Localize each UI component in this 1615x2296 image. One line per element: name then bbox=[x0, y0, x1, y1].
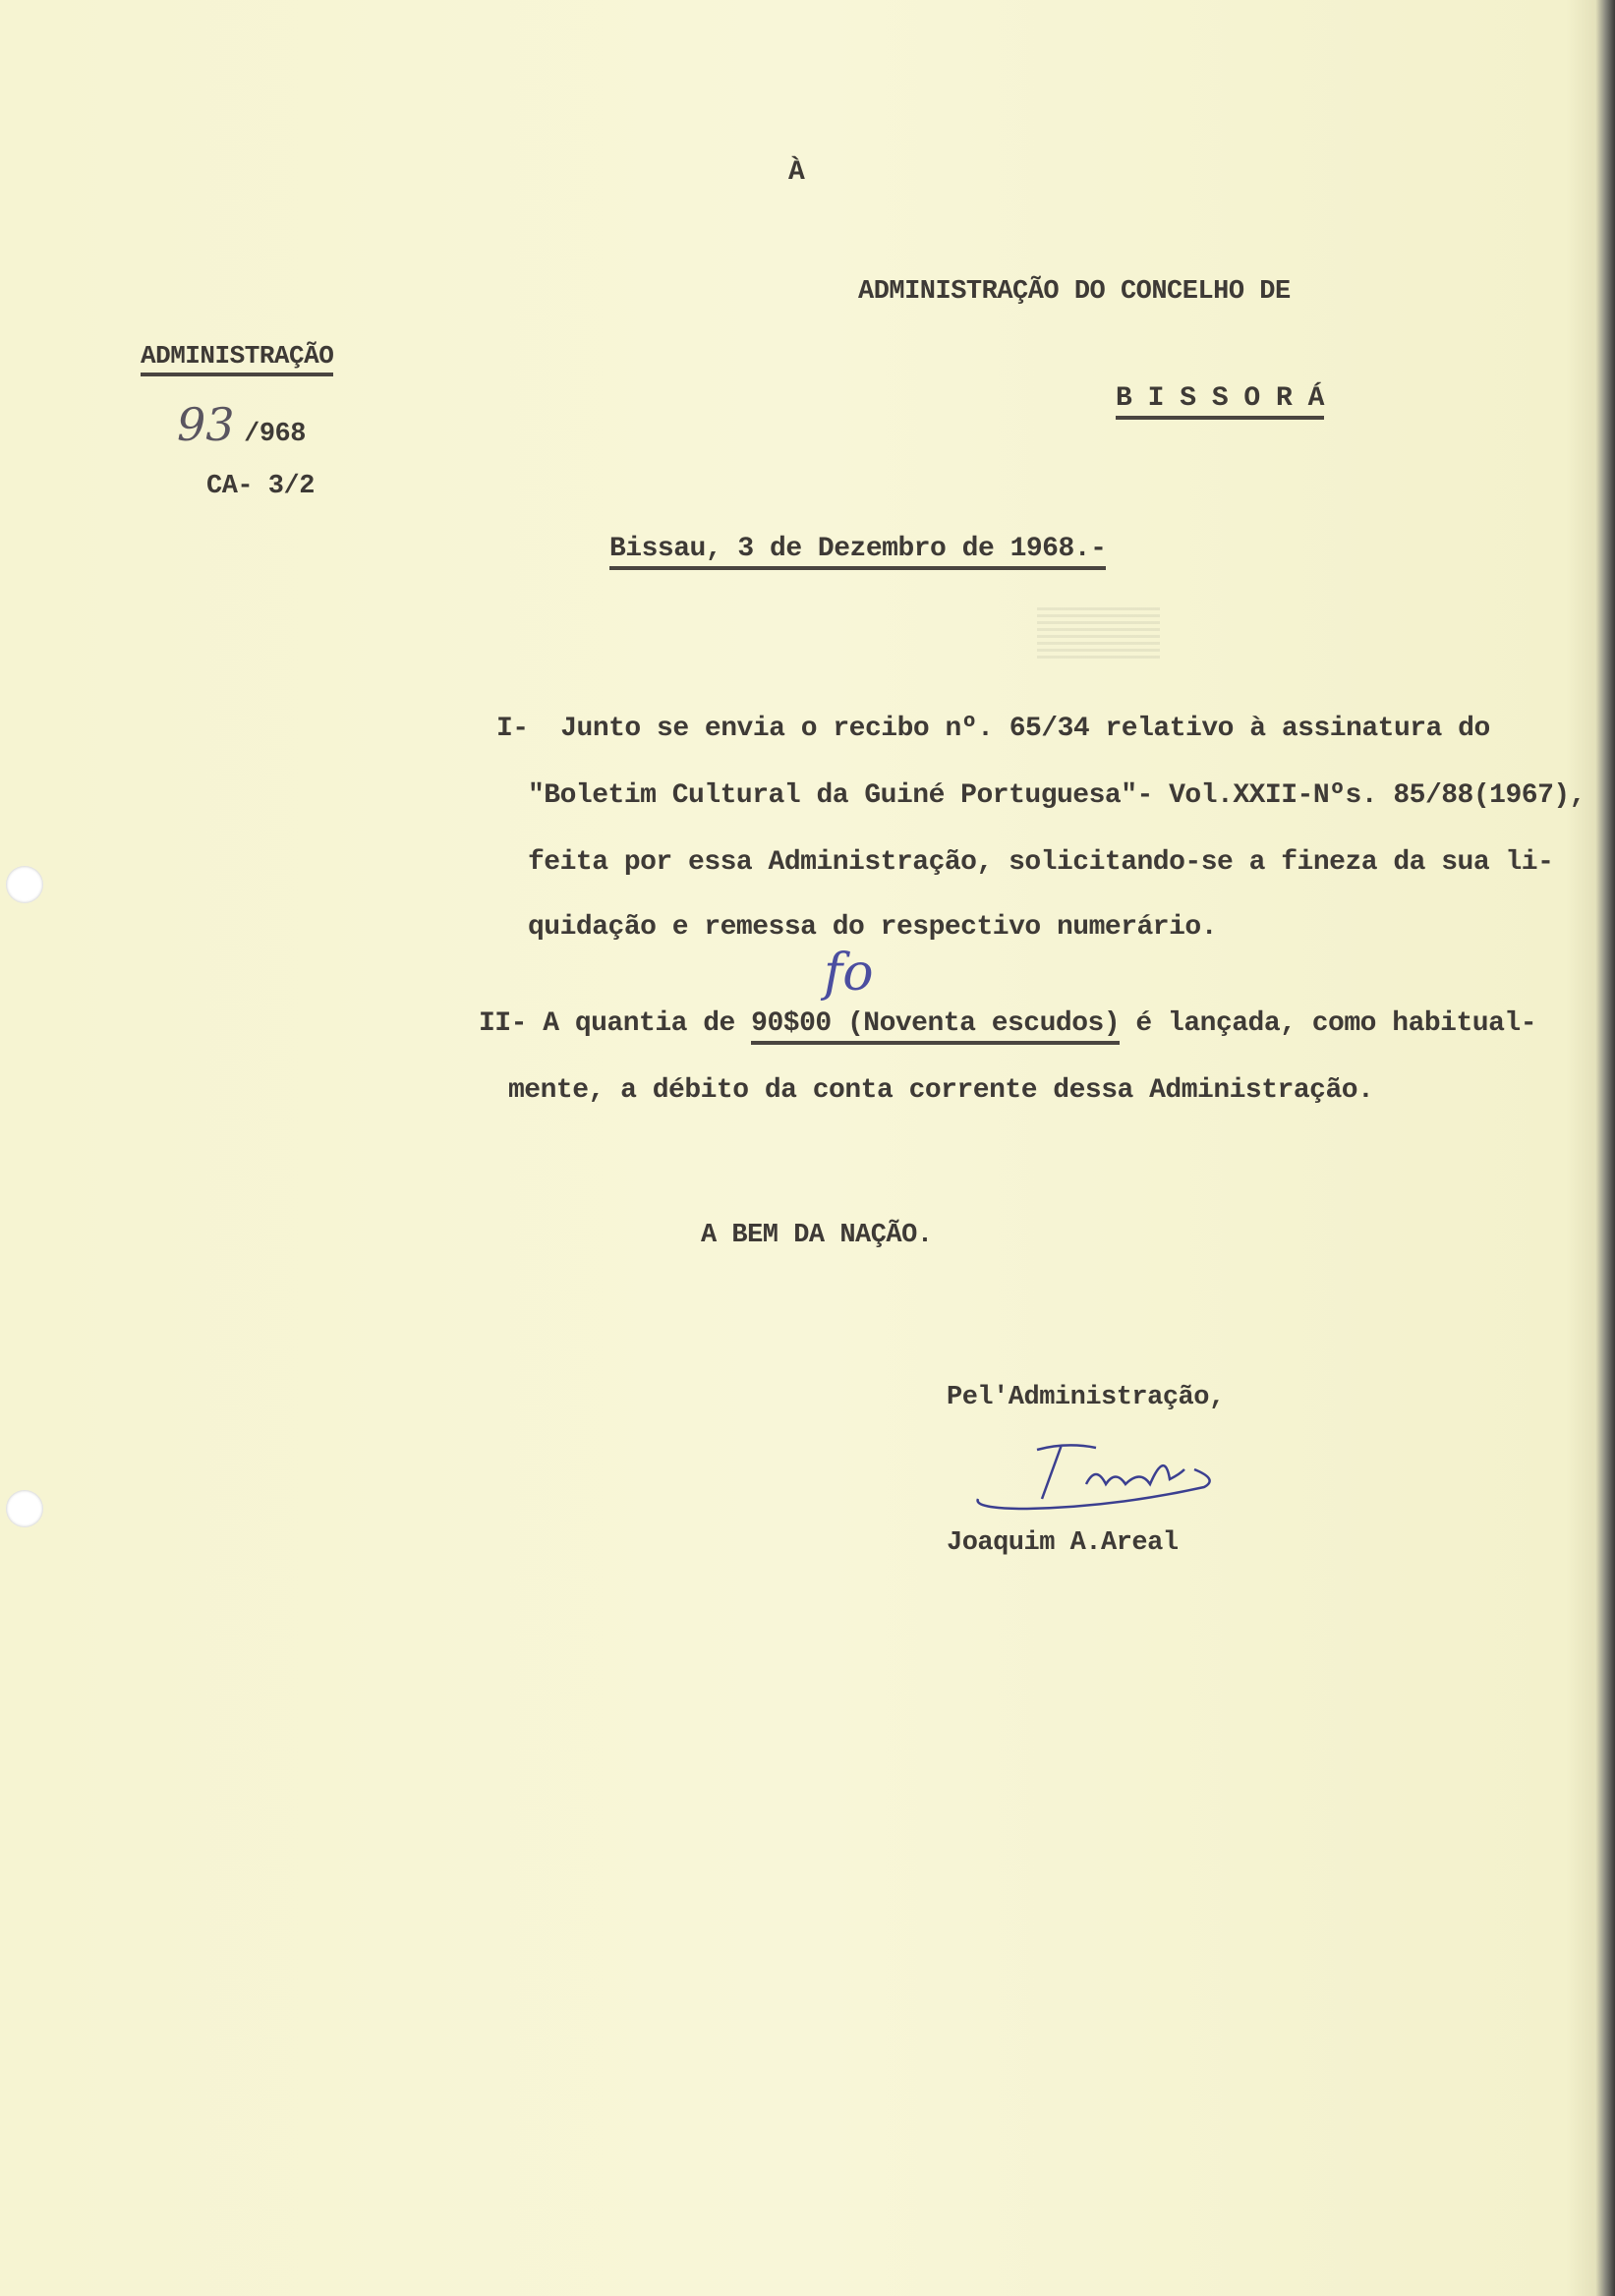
punch-hole bbox=[6, 866, 43, 903]
paragraph-1-line: "Boletim Cultural da Guiné Portuguesa"- Vol.XXII-Nºs. 85/88(1967), bbox=[528, 780, 1586, 811]
signature bbox=[968, 1430, 1224, 1519]
on-behalf: Pel'Administração, bbox=[947, 1383, 1225, 1412]
number-year: /968 bbox=[244, 420, 306, 449]
paragraph-2-line bbox=[479, 1008, 1536, 1039]
date-line: Bissau, 3 de Dezembro de 1968.- bbox=[609, 534, 1106, 570]
handwritten-number: 93 bbox=[177, 398, 235, 451]
paragraph-1-line: I- Junto se envia o recibo nº. 65/34 relativo à assinatura do bbox=[496, 714, 1490, 744]
reference-number bbox=[177, 398, 306, 451]
amount: 90$00 (Noventa escudos) bbox=[751, 1008, 1120, 1045]
paragraph-2-prefix: II- A quantia de bbox=[479, 1008, 752, 1039]
signature-icon bbox=[968, 1430, 1224, 1519]
paragraph-2-suffix: é lançada, como habitual- bbox=[1120, 1008, 1536, 1039]
recipient-line-1: ADMINISTRAÇÃO DO CONCELHO DE bbox=[858, 277, 1291, 307]
handwritten-mark: fo bbox=[824, 944, 874, 1003]
reference-code: CA- 3/2 bbox=[206, 472, 315, 501]
faint-smudge bbox=[1037, 607, 1160, 659]
punch-hole bbox=[6, 1490, 43, 1527]
signer-name: Joaquim A.Areal bbox=[947, 1528, 1179, 1558]
paragraph-1-line: feita por essa Administração, solicitando-se a fineza da sua li- bbox=[528, 847, 1554, 878]
paragraph-1-line: quidação e remessa do respectivo numerário. bbox=[528, 912, 1218, 943]
closing: A BEM DA NAÇÃO. bbox=[701, 1221, 933, 1250]
salutation: À bbox=[788, 157, 805, 188]
paragraph-2-line: mente, a débito da conta corrente dessa Administração. bbox=[508, 1075, 1374, 1106]
reference-office: ADMINISTRAÇÃO bbox=[141, 341, 333, 376]
recipient-line-2: B I S S O R Á bbox=[1116, 383, 1324, 420]
